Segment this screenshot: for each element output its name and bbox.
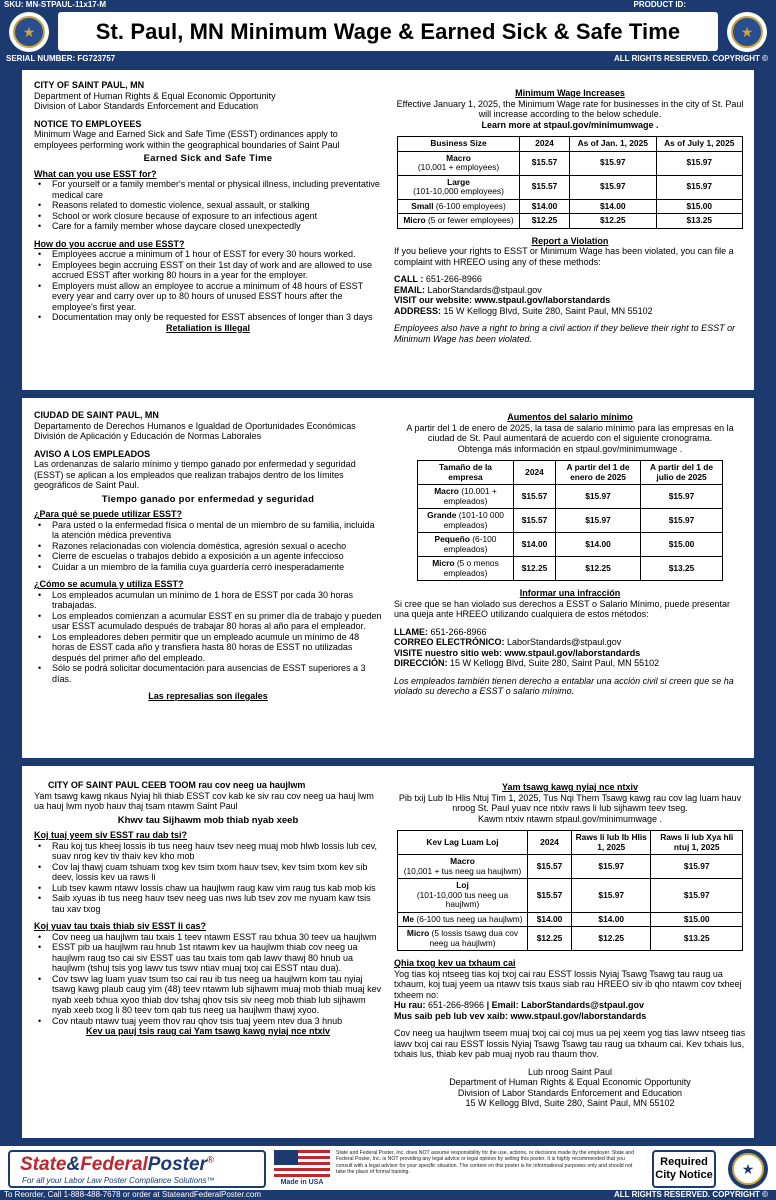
org-department: Department of Human Rights & Equal Economic Opportunity (34, 90, 276, 101)
spanish-right-column (394, 412, 746, 697)
wage-cell: $15.97 (641, 485, 723, 509)
wage-cell: $15.57 (520, 175, 570, 199)
web-label: Mus saib peb lub vev xaib: (394, 1010, 509, 1021)
wage-cell: $12.25 (520, 214, 570, 229)
business-size: Grande (427, 510, 457, 520)
contact-email (394, 285, 746, 296)
wage-cell: $15.00 (656, 199, 743, 214)
list-item: • Employees accrue a minimum of 1 hour of ESST for every 30 hours worked. (34, 249, 382, 260)
report-body: If you believe your rights to ESST or Minimum Wage has been violated, you can file a complaint with HREEO using any of these methods: (394, 246, 734, 267)
table-row (398, 855, 743, 879)
list-item: • Razones relacionadas con violencia doméstica, agresión sexual o acecho (34, 541, 382, 552)
wage-cell: $15.57 (514, 485, 556, 509)
email-address: LaborStandards@stpaul.gov (427, 284, 542, 295)
business-size: Large (447, 176, 470, 187)
business-size: Macro (446, 152, 471, 163)
business-size-detail: (6-100 tus neeg ua haujlwm) (416, 913, 523, 924)
col-header: 2024 (528, 831, 572, 855)
city-seal-icon: ★ (728, 1149, 768, 1189)
web-label: VISITE nuestro sitio web: (394, 647, 503, 658)
list-item: • Documentation may only be requested for ESST absences of longer than 3 days (34, 312, 382, 323)
wage-cell: $13.25 (641, 557, 723, 581)
business-size-detail: (6-100 empleados) (443, 534, 497, 554)
wage-link: Obtenga más información en stpaul.gov/minimumwage . (457, 443, 683, 454)
call-label: LLAME: (394, 626, 428, 637)
civil-action-note: Los empleados también tienen derecho a entablar una acción civil si creen que se ha violado su derecho a ESST o salario mínimo. (394, 675, 734, 696)
report-body: Yog tias koj ntseeg tias koj txoj cai rau ESST lossis Nyiaj Tsawg Tsawg tau raug ua txhaum, koj tuaj yeem ua ntawv tsis txaus siab rau HREEO siv ib qho ntawm cov txheej txheem no: (394, 968, 742, 1000)
notice-title: AVISO A LOS EMPLEADOS (34, 448, 151, 459)
street-address: 15 W Kellogg Blvd, Suite 280, Saint Paul, MN 55102 (450, 658, 660, 668)
table-row (418, 485, 723, 509)
wage-cell: $15.97 (572, 855, 651, 879)
wage-cell: $13.25 (651, 927, 743, 951)
list-item: • Care for a family member whose daycare closed unexpectedly (34, 221, 382, 232)
retaliation-notice: Retaliation is Illegal (165, 322, 251, 333)
wage-title: Yam tsawg kawg nyiaj nce ntxiv (501, 782, 639, 792)
wage-cell: $14.00 (570, 199, 657, 214)
business-size-detail: (5 lossis tsawg dua cov neeg ua haujlwm) (429, 928, 519, 948)
wage-cell: $15.97 (656, 175, 743, 199)
org-division: División de Aplicación y Educación de Normas Laborales (34, 431, 262, 441)
list-item: • Saib xyuas ib tus neeg hauv tsev neeg uas nws lub tsev zov me nyuam kaw tsis tau xav txog (34, 893, 382, 914)
street-address: 15 W Kellogg Blvd, Suite 280, Saint Paul, MN 55102 (443, 305, 653, 316)
use-list (34, 841, 382, 915)
retaliation-notice: Kev ua pauj tsis raug cai Yam tsawg kawg nyiaj nce ntxiv (86, 1026, 330, 1036)
wage-link: Kawm ntxiv ntawm stpaul.gov/minimumwage . (477, 813, 663, 824)
table-row (398, 927, 743, 951)
esst-title: Tiempo ganado por enfermedad y seguridad (101, 493, 315, 505)
list-item: • Cov ntaub ntawv tuaj yeem thov rau qhov tsis tuaj yeem ntev dua 3 hnub (34, 1016, 382, 1027)
brand-tagline: For all your Labor Law Poster Compliance Solutions™ (22, 1176, 215, 1185)
wage-intro: Effective January 1, 2025, the Minimum Wage rate for businesses in the city of St. Paul will increase according to the below schedule. (396, 98, 744, 119)
col-header: Raws li lub Ib Hlis 1, 2025 (572, 831, 651, 855)
org-name: CITY OF SAINT PAUL, MN (34, 80, 145, 90)
list-item: • Los empleados acumulan un mínimo de 1 hora de ESST por cada 30 horas trabajadas. (34, 590, 382, 611)
use-title: What can you use ESST for? (34, 168, 157, 179)
address-label: ADDRESS: (394, 305, 442, 316)
report-body: Si cree que se han violado sus derechos a ESST o Salario Mínimo, puede presentar una queja ante HREEO utilizando cualquiera de estos métodos: (394, 598, 731, 619)
web-address: www.stpaul.gov/laborstandards (474, 295, 611, 305)
wage-table (397, 136, 743, 229)
contact-web (394, 1011, 746, 1022)
contact-call-email: Hu rau: 651-266-8966 | Email: LaborStandards@stpaul.gov (394, 1000, 644, 1010)
col-header: As of Jan. 1, 2025 (570, 137, 657, 152)
list-item: • Cov neeg ua haujlwm tau txais 1 teev ntawm ESST rau txhua 30 teev ua haujlwm (34, 932, 382, 943)
business-size: Macro (434, 486, 459, 496)
col-header: Kev Lag Luam Loj (398, 831, 528, 855)
email-label: CORREO ELECTRÓNICO: (394, 637, 505, 647)
city-seal-icon: ★ (9, 12, 49, 52)
business-size-detail: (101-10,000 tus neeg ua haujlwm) (416, 889, 509, 909)
logo-federal: Federal (80, 1154, 148, 1175)
wage-cell: $15.57 (514, 509, 556, 533)
wage-cell: $15.97 (570, 151, 657, 175)
business-size-detail: (5 or fewer employees) (428, 215, 514, 225)
english-right-column (394, 88, 746, 344)
business-size: Small (411, 200, 434, 211)
wage-cell: $14.00 (520, 199, 570, 214)
wage-title: Aumentos del salario mínimo (507, 412, 633, 422)
brand-logo-box[interactable] (8, 1150, 266, 1188)
org-name: CIUDAD DE SAINT PAUL, MN (34, 410, 159, 420)
spanish-left-column (34, 410, 382, 702)
web-address: www.stpaul.gov/laborstandards (504, 647, 641, 658)
business-size-detail: (10.001 + empleados) (443, 486, 497, 506)
wage-cell: $14.00 (528, 912, 572, 927)
english-panel (22, 70, 754, 390)
contact-web (394, 295, 746, 306)
table-row (418, 509, 723, 533)
accrue-list (34, 932, 382, 1027)
serial-number: SERIAL NUMBER: FG723757 (6, 54, 116, 63)
table-row (398, 214, 743, 229)
report-title: Report a Violation (531, 235, 609, 246)
table-row (398, 912, 743, 927)
wage-cell: $12.25 (528, 927, 572, 951)
signoff-city: Lub nroog Saint Paul (527, 1066, 613, 1077)
business-size: Micro (406, 928, 430, 938)
wage-cell: $15.00 (641, 533, 723, 557)
phone-number: 651-266-8966 (430, 626, 487, 637)
hmong-right-column (394, 782, 746, 1109)
logo-amp: & (66, 1154, 81, 1175)
list-item: • School or work closure because of exposure to an infectious agent (34, 211, 382, 222)
wage-cell: $15.97 (651, 879, 743, 913)
sku-label: SKU: MN-STPAUL-11x17-M (4, 0, 107, 9)
wage-cell: $14.00 (556, 533, 641, 557)
top-strip (0, 0, 776, 10)
hmong-left-column (34, 780, 382, 1037)
list-item: • Reasons related to domestic violence, sexual assault, or stalking (34, 200, 382, 211)
esst-title: Khwv tau Sijhawm mob thiab nyab xeeb (117, 814, 299, 826)
wage-cell: $12.25 (514, 557, 556, 581)
notice-title: NOTICE TO EMPLOYEES (34, 118, 142, 129)
list-item: • Sólo se podrá solicitar documentación para ausencias de ESST superiores a 3 días. (34, 663, 382, 684)
wage-cell: $15.97 (641, 509, 723, 533)
email-label: EMAIL: (394, 284, 425, 295)
hmong-intro: Yam tsawg kawg nkaus Nyiaj hli thiab ESST cov kab ke siv rau cov neeg ua hauj lwm ua hauj lwm nyob hauv thaj tsam ntawm Saint Paul (34, 790, 374, 811)
email-address: LaborStandards@stpaul.gov (521, 1000, 644, 1010)
phone-number: 651-266-8966 (425, 274, 482, 284)
wage-cell: $12.25 (572, 927, 651, 951)
signoff-department: Department of Human Rights & Equal Economic Opportunity (449, 1077, 691, 1087)
poster-footer (0, 1144, 776, 1190)
wage-table (417, 460, 723, 581)
address-label: DIRECCIÓN: (394, 658, 448, 668)
contact-email (394, 637, 746, 648)
org-division: Division of Labor Standards Enforcement and Education (34, 101, 259, 111)
list-item: • Employers must allow an employee to accrue a minimum of 48 hours of ESST every year and carry over up to 80 hours of unused ESST hours after the employee's first year. (34, 281, 382, 313)
english-left-column (34, 80, 382, 333)
list-item: • For yourself or a family member's mental or physical illness, including preventative medical care (34, 179, 382, 200)
hmong-panel (22, 766, 754, 1138)
col-header: 2024 (520, 137, 570, 152)
hmong-heading: CITY OF SAINT PAUL CEEB TOOM rau cov neeg ua haujlwm (48, 780, 306, 790)
spanish-panel (22, 398, 754, 758)
list-item: • Cierre de escuelas o trabajos debido a exposición a un agente infeccioso (34, 551, 382, 562)
call-label: CALL : (394, 274, 424, 284)
us-flag-icon (274, 1150, 330, 1188)
wage-intro: A partir del 1 de enero de 2025, la tasa de salario mínimo para las empresas en la ciudad de St. Paul aumentará de acuerdo con el siguiente cronograma. (406, 422, 734, 443)
business-size-detail: (5 o menos empleados) (443, 558, 499, 578)
wage-cell: $15.00 (651, 912, 743, 927)
accrue-list (34, 590, 382, 685)
list-item: • Cov laj thawj cuam tshuam txog kev tsim txom hauv tsev, kev tsim txom kev sib deev, lossis kev ua raws li (34, 862, 382, 883)
product-id-label: PRODUCT ID: (633, 0, 686, 9)
col-header: Business Size (398, 137, 520, 152)
contact-address (394, 658, 746, 669)
wage-title: Minimum Wage Increases (515, 88, 625, 98)
web-label: VISIT our website: (394, 295, 473, 305)
wage-link: Learn more at stpaul.gov/minimumwage . (481, 119, 659, 130)
col-header: Tamaño de la empresa (418, 461, 514, 485)
table-header-row (398, 137, 743, 152)
list-item: • ESST pib ua haujlwm rau hnub 1st ntawm kev ua haujlwm thiab cov neeg ua haujlwm raug tso cai siv ESST uas tau txais tom qab lawv thawj 80 hnub ua haujlwm (tshuj tsis yog lawv tus tswv ntiav muaj txoj cai ESST ntau dua). (34, 942, 382, 974)
city-seal-icon: ★ (727, 12, 767, 52)
logo-poster: Poster (147, 1154, 207, 1175)
use-title: ¿Para qué se puede utilizar ESST? (34, 509, 183, 519)
logo-state: State (20, 1154, 67, 1175)
contact-address (394, 306, 746, 317)
wage-cell: $15.97 (556, 509, 641, 533)
civil-action-note: Cov neeg ua haujlwm tseem muaj txoj cai coj mus ua pej xeem yog tias lawv ntseeg tias lawv txoj cai rau ESST lossis Nyiaj Tsawg Tsawg tau raug ua txhaum cai. Kev txhais lus, txhais lus, thiab kev pab muaj nyob rau thaum thov. (394, 1028, 746, 1059)
contact-web (394, 648, 746, 659)
report-title: Informar una infracción (519, 588, 621, 598)
made-in-usa-label: Made in USA (280, 1179, 324, 1186)
business-size: Micro (432, 558, 455, 568)
col-header: 2024 (514, 461, 556, 485)
business-size: Macro (450, 856, 475, 866)
wage-cell: $15.97 (556, 485, 641, 509)
city-notice-label: City Notice (655, 1169, 713, 1181)
table-row (398, 879, 743, 913)
use-title: Koj tuaj yeem siv ESST rau dab tsi? (34, 830, 188, 840)
wage-cell: $15.97 (572, 879, 651, 913)
business-size-detail: (10,001 + tus neeg ua haujlwm) (403, 865, 522, 876)
list-item: • Lub tsev kawm ntawv lossis chaw ua haujlwm raug kaw vim raug tus kab mob kis (34, 883, 382, 894)
wage-cell: $15.57 (528, 879, 572, 913)
reorder-info[interactable]: To Reorder, Call 1-888-488-7678 or order at StateandFederalPoster.com (4, 1190, 262, 1199)
wage-cell: $15.97 (656, 151, 743, 175)
phone-number: 651-266-8966 (428, 1000, 485, 1010)
signoff-division: Division of Labor Standards Enforcement and Education (457, 1087, 683, 1098)
wage-cell: $15.57 (528, 855, 572, 879)
accrue-title: ¿Cómo se acumula y utiliza ESST? (34, 579, 184, 589)
use-list (34, 179, 382, 232)
accrue-title: How do you accrue and use ESST? (34, 238, 185, 249)
call-label: Hu rau: (394, 1000, 426, 1010)
table-header-row (398, 831, 743, 855)
list-item: • Cov tswv lag luam yuav tsum tso cai rau ib tus neeg ua haujlwm kom tau nyiaj tsawg kawg plaub caug yim (48) teev ntawm lub sijhawm muaj mob thiab muaj kev nyab xeeb txhua xyoo thiab dov tshaj qhov tsis siv neeg mob thiab lub sijhawm nyab xeeb txog li 80 teev tom qab tus neeg ua haujlwm thawj xyoo. (34, 974, 382, 1016)
table-header-row (418, 461, 723, 485)
list-item: • Cuidar a un miembro de la familia cuya guardería cerró inesperadamente (34, 562, 382, 573)
signoff-address: 15 W Kellogg Blvd, Suite 280, Saint Paul, MN 55102 (465, 1098, 675, 1108)
report-title: Qhia txog kev ua txhaum cai (394, 958, 516, 968)
wage-table (397, 830, 743, 951)
wage-cell: $15.97 (651, 855, 743, 879)
accrue-title: Koj yuav tau txais thiab siv ESST li cas? (34, 921, 207, 931)
legal-disclaimer: State and Federal Poster, Inc. does NOT assume responsibility for the use, actions, or decisions made by the employer. State and Federal Poster, Inc. is NOT providing any legal advice or legal opinion by selling this poster. It is highly recommended that you consult with a legal advisor for your specific situation. The content on this poster is for informational purposes only and should not take the place of formal training. (336, 1150, 635, 1175)
notice-body: Las ordenanzas de salario mínimo y tiempo ganado por enfermedad y seguridad (ESST) se aplican a los empleados que realizan trabajos dentro de los límites geográficos de Saint Paul. (34, 459, 356, 490)
contact-call (394, 274, 746, 285)
accrue-list (34, 249, 382, 323)
table-row (418, 557, 723, 581)
list-item: • Employees begin accruing ESST on their 1st day of work and are allowed to use accrued ESST after working 80 hours in a year for the employer. (34, 260, 382, 281)
retaliation-notice: Las represalias son ilegales (148, 691, 268, 701)
use-list (34, 520, 382, 573)
wage-cell: $12.25 (556, 557, 641, 581)
brand-logo (20, 1154, 214, 1176)
wage-cell: $14.00 (514, 533, 556, 557)
business-size-detail: (10,001 + employees) (417, 162, 500, 172)
business-size: Me (402, 913, 415, 924)
table-row (398, 175, 743, 199)
business-size-detail: (101-10 000 empleados) (443, 510, 504, 530)
civil-action-note: Employees also have a right to bring a civil action if they believe their right to ESST or Minimum Wage has been violated. (394, 323, 736, 344)
org-department: Departamento de Derechos Humanos e Igualdad de Oportunidades Económicas (34, 420, 356, 431)
esst-title: Earned Sick and Safe Time (143, 153, 273, 164)
table-row (418, 533, 723, 557)
notice-body: Minimum Wage and Earned Sick and Safe Time (ESST) ordinances apply to employees performing work within the geographical boundaries of Saint Paul (34, 129, 340, 150)
email-label: Email: (491, 1000, 519, 1010)
title-panel (58, 12, 718, 51)
wage-cell: $15.97 (570, 175, 657, 199)
copyright-notice: ALL RIGHTS RESERVED. COPYRIGHT © (613, 1190, 768, 1199)
web-address: www.stpaul.gov/laborstandards (510, 1010, 647, 1021)
wage-cell: $14.00 (572, 912, 651, 927)
col-header: A partir del 1 de julio de 2025 (641, 461, 723, 485)
business-size: Loj (456, 880, 469, 890)
wage-cell: $12.25 (570, 214, 657, 229)
wage-cell: $13.25 (656, 214, 743, 229)
list-item: • Para usted o la enfermedad física o mental de un miembro de su familia, incluida la atención médica preventiva (34, 520, 382, 541)
poster-header (0, 10, 776, 54)
copyright-notice: ALL RIGHTS RESERVED. COPYRIGHT © (613, 54, 768, 63)
business-size-detail: (6-100 employees) (435, 200, 506, 211)
required-label: Required (660, 1156, 708, 1168)
business-size-detail: (101-10,000 employees) (413, 186, 504, 196)
col-header: Raws li lub Xya hli ntuj 1, 2025 (651, 831, 743, 855)
col-header: As of July 1, 2025 (656, 137, 743, 152)
bottom-strip (0, 1190, 776, 1200)
business-size: Pequeño (434, 534, 470, 544)
email-address: LaborStandards@stpaul.gov (507, 637, 622, 647)
col-header: A partir del 1 de enero de 2025 (556, 461, 641, 485)
logo-registered: ® (206, 1154, 214, 1165)
poster-title: St. Paul, MN Minimum Wage & Earned Sick & Safe Time (95, 18, 681, 44)
serial-bar (0, 54, 776, 64)
wage-intro: Pib txij Lub Ib Hlis Ntuj Tim 1, 2025, Tus Nqi Them Tsawg kawg rau cov lag luam hauv nroog St. Paul yuav nce ntxiv raws li lub sijhawm teev tseg. (398, 792, 742, 813)
list-item: • Los empleados comienzan a acumular ESST en su primer día de trabajo y pueden usar ESST acumulado después de trabajar 80 horas al año para el empleador. (34, 611, 382, 632)
wage-cell: $15.57 (520, 151, 570, 175)
business-size: Micro (403, 215, 426, 225)
list-item: • Rau koj tus kheej lossis ib tus neeg hauv tsev neeg muaj mob hlwb lossis lub cev, suav nrog kev tiv thaiv kev kho mob (34, 841, 382, 862)
contact-call (394, 627, 746, 638)
table-row (398, 199, 743, 214)
required-city-notice-badge (652, 1150, 716, 1188)
table-row (398, 151, 743, 175)
list-item: • Los empleadores deben permitir que un empleado acumule un mínimo de 48 horas de ESST cada año y transfiera hasta 80 horas de ESST no utilizadas después del primer año del empleado. (34, 632, 382, 664)
